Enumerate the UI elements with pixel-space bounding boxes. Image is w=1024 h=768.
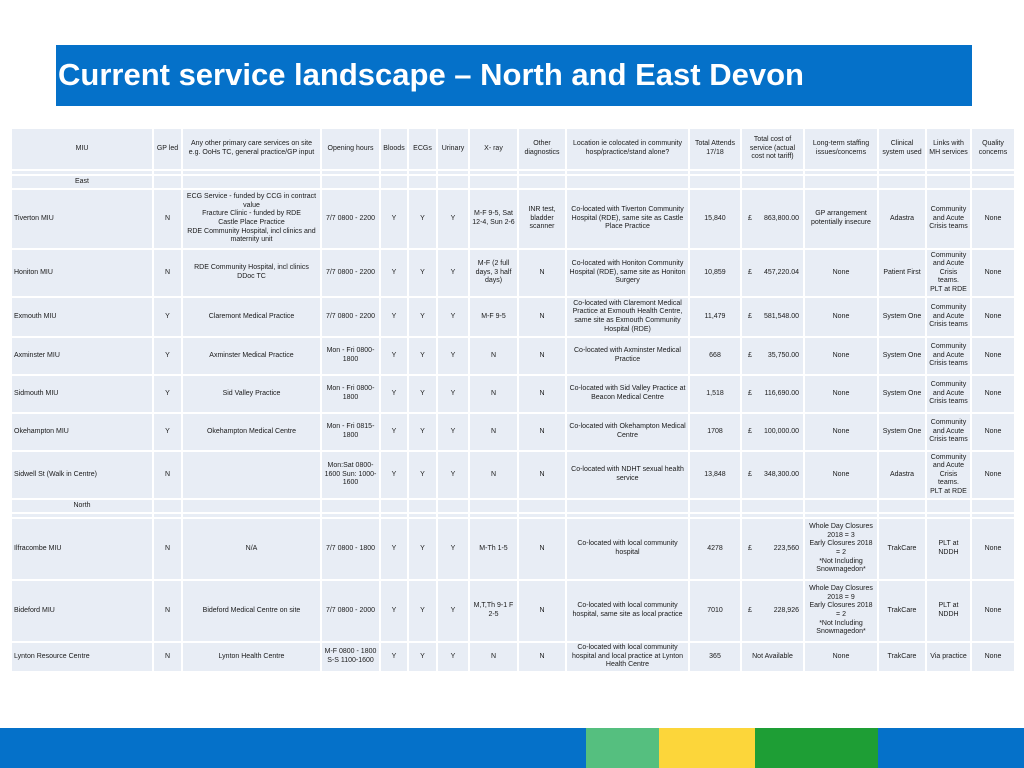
spacer-cell <box>154 171 181 174</box>
quality-concerns: None <box>972 298 1014 336</box>
spacer-cell <box>805 171 877 174</box>
section-cell <box>438 176 468 188</box>
urinary: Y <box>438 452 468 498</box>
cost-amount: 35,750.00 <box>767 351 799 359</box>
staffing-concerns: None <box>805 298 877 336</box>
spacer-cell <box>972 514 1014 517</box>
total-attends: 7010 <box>690 581 740 641</box>
opening-hours: 7/7 0800 - 2200 <box>322 298 379 336</box>
miu-name: Okehampton MIU <box>12 414 152 450</box>
gp-led: Y <box>154 376 181 412</box>
total-attends: 15,840 <box>690 190 740 248</box>
opening-hours: Mon - Fri 0800-1800 <box>322 338 379 374</box>
section-cell <box>154 500 181 512</box>
section-cell <box>690 176 740 188</box>
other-services: Sid Valley Practice <box>183 376 320 412</box>
location: Co-located with Sid Valley Practice at Beacon Medical Centre <box>567 376 688 412</box>
opening-hours: Mon:Sat 0800-1600 Sun: 1000-1600 <box>322 452 379 498</box>
clinical-system: System One <box>879 298 925 336</box>
currency-symbol: £ <box>748 427 752 435</box>
miu-name: Sidwell St (Walk in Centre) <box>12 452 152 498</box>
table-row <box>12 414 1014 450</box>
gp-led: N <box>154 452 181 498</box>
page-title: Current service landscape – North and East Devon <box>58 57 804 92</box>
section-cell <box>154 176 181 188</box>
bloods: Y <box>381 298 407 336</box>
section-cell <box>972 176 1014 188</box>
currency-symbol: £ <box>748 214 752 222</box>
other-services: ECG Service - funded by CCG in contract value Fracture Clinic - funded by RDE Castle Place Practice RDE Community Hospital, incl clinics and maternity unit <box>183 190 320 248</box>
other-diagnostics: N <box>519 581 565 641</box>
other-diagnostics: N <box>519 452 565 498</box>
table-row <box>12 452 1014 498</box>
total-attends: 668 <box>690 338 740 374</box>
other-diagnostics: N <box>519 414 565 450</box>
spacer-cell <box>470 514 517 517</box>
table-row <box>12 190 1014 248</box>
opening-hours: 7/7 0800 - 2200 <box>322 250 379 296</box>
bloods: Y <box>381 519 407 579</box>
other-diagnostics: N <box>519 338 565 374</box>
x-ray: N <box>470 452 517 498</box>
header-cell: X- ray <box>470 129 517 169</box>
staffing-concerns: None <box>805 414 877 450</box>
location: Co-located with local community hospital, same site as local practice <box>567 581 688 641</box>
section-row <box>12 500 1014 512</box>
spacer-cell <box>322 514 379 517</box>
miu-name: Honiton MIU <box>12 250 152 296</box>
spacer-cell <box>409 514 436 517</box>
staffing-concerns: None <box>805 250 877 296</box>
service-table <box>10 127 1016 673</box>
cost-amount: 223,560 <box>773 544 799 552</box>
section-cell <box>409 176 436 188</box>
spacer-cell <box>567 514 688 517</box>
header-cell: ECGs <box>409 129 436 169</box>
quality-concerns: None <box>972 581 1014 641</box>
staffing-concerns: None <box>805 643 877 671</box>
section-label: East <box>12 176 152 188</box>
section-cell <box>690 500 740 512</box>
staffing-concerns: Whole Day Closures 2018 = 9 Early Closures 2018 = 2 *Not Including Snowmagedon* <box>805 581 877 641</box>
header-cell: Clinical system used <box>879 129 925 169</box>
spacer-row <box>12 171 1014 174</box>
ecgs: Y <box>409 376 436 412</box>
header-cell: Quality concerns <box>972 129 1014 169</box>
quality-concerns: None <box>972 376 1014 412</box>
ecgs: Y <box>409 190 436 248</box>
ecgs: Y <box>409 414 436 450</box>
quality-concerns: None <box>972 643 1014 671</box>
footer-stripe-green <box>586 728 659 768</box>
clinical-system: Patient First <box>879 250 925 296</box>
spacer-cell <box>438 171 468 174</box>
section-cell <box>927 176 970 188</box>
cost-amount: 228,926 <box>773 606 799 614</box>
mh-links: Via practice <box>927 643 970 671</box>
location: Co-located with Claremont Medical Practice at Exmouth Health Centre, same site as Exmouth Community Hospital (RDE) <box>567 298 688 336</box>
ecgs: Y <box>409 452 436 498</box>
clinical-system: System One <box>879 414 925 450</box>
bloods: Y <box>381 250 407 296</box>
staffing-concerns: None <box>805 376 877 412</box>
table-row <box>12 519 1014 579</box>
header-cell: MIU <box>12 129 152 169</box>
currency-symbol: £ <box>748 268 752 276</box>
other-diagnostics: N <box>519 519 565 579</box>
gp-led: N <box>154 581 181 641</box>
section-label: North <box>12 500 152 512</box>
urinary: Y <box>438 338 468 374</box>
currency-symbol: £ <box>748 351 752 359</box>
bloods: Y <box>381 414 407 450</box>
mh-links: PLT at NDDH <box>927 519 970 579</box>
ecgs: Y <box>409 581 436 641</box>
opening-hours: 7/7 0800 - 1800 <box>322 519 379 579</box>
section-cell <box>927 500 970 512</box>
location: Co-located with Tiverton Community Hospital (RDE), same site as Castle Place Practice <box>567 190 688 248</box>
x-ray: M-F 9-5, Sat 12-4, Sun 2-6 <box>470 190 517 248</box>
miu-name: Exmouth MIU <box>12 298 152 336</box>
mh-links: Community and Acute Crisis teams. PLT at RDE <box>927 452 970 498</box>
other-diagnostics: N <box>519 250 565 296</box>
bloods: Y <box>381 581 407 641</box>
gp-led: N <box>154 643 181 671</box>
staffing-concerns: GP arrangement potentially insecure <box>805 190 877 248</box>
header-cell: Urinary <box>438 129 468 169</box>
spacer-cell <box>805 514 877 517</box>
section-cell <box>183 500 320 512</box>
miu-name: Tiverton MIU <box>12 190 152 248</box>
clinical-system: System One <box>879 338 925 374</box>
total-cost <box>742 376 803 412</box>
header-cell: Total cost of service (actual cost not tariff) <box>742 129 803 169</box>
ecgs: Y <box>409 338 436 374</box>
section-cell <box>381 500 407 512</box>
urinary: Y <box>438 298 468 336</box>
urinary: Y <box>438 581 468 641</box>
other-services: N/A <box>183 519 320 579</box>
urinary: Y <box>438 414 468 450</box>
miu-name: Axminster MIU <box>12 338 152 374</box>
quality-concerns: None <box>972 190 1014 248</box>
total-attends: 13,848 <box>690 452 740 498</box>
gp-led: Y <box>154 298 181 336</box>
other-services: Bideford Medical Centre on site <box>183 581 320 641</box>
x-ray: N <box>470 643 517 671</box>
total-cost <box>742 581 803 641</box>
cost-amount: 457,220.04 <box>763 268 799 276</box>
x-ray: N <box>470 338 517 374</box>
spacer-cell <box>381 171 407 174</box>
spacer-cell <box>322 171 379 174</box>
section-cell <box>322 500 379 512</box>
bloods: Y <box>381 376 407 412</box>
currency-symbol: £ <box>748 312 752 320</box>
quality-concerns: None <box>972 250 1014 296</box>
gp-led: N <box>154 519 181 579</box>
header-cell: GP led <box>154 129 181 169</box>
section-cell <box>183 176 320 188</box>
other-services: Claremont Medical Practice <box>183 298 320 336</box>
clinical-system: Adastra <box>879 190 925 248</box>
section-cell <box>567 500 688 512</box>
quality-concerns: None <box>972 519 1014 579</box>
other-services: RDE Community Hospital, incl clinics DDoc TC <box>183 250 320 296</box>
section-cell <box>805 176 877 188</box>
table-row <box>12 338 1014 374</box>
spacer-cell <box>409 171 436 174</box>
ecgs: Y <box>409 643 436 671</box>
total-cost <box>742 519 803 579</box>
location: Co-located with Axminster Medical Practice <box>567 338 688 374</box>
x-ray: M-F 9-5 <box>470 298 517 336</box>
total-cost <box>742 250 803 296</box>
total-cost <box>742 414 803 450</box>
urinary: Y <box>438 643 468 671</box>
bloods: Y <box>381 452 407 498</box>
header-row <box>12 129 1014 169</box>
mh-links: Community and Acute Crisis teams <box>927 338 970 374</box>
currency-symbol: £ <box>748 470 752 478</box>
header-cell: Links with MH services <box>927 129 970 169</box>
total-cost <box>742 643 803 671</box>
spacer-cell <box>690 514 740 517</box>
total-cost <box>742 338 803 374</box>
miu-name: Lynton Resource Centre <box>12 643 152 671</box>
section-cell <box>470 500 517 512</box>
spacer-row <box>12 514 1014 517</box>
currency-symbol: £ <box>748 544 752 552</box>
staffing-concerns: None <box>805 338 877 374</box>
location: Co-located with NDHT sexual health service <box>567 452 688 498</box>
section-cell <box>519 176 565 188</box>
spacer-cell <box>567 171 688 174</box>
section-cell <box>470 176 517 188</box>
clinical-system: System One <box>879 376 925 412</box>
total-cost <box>742 298 803 336</box>
ecgs: Y <box>409 519 436 579</box>
section-cell <box>742 176 803 188</box>
total-attends: 1,518 <box>690 376 740 412</box>
spacer-cell <box>438 514 468 517</box>
header-cell: Bloods <box>381 129 407 169</box>
clinical-system: TrakCare <box>879 643 925 671</box>
gp-led: Y <box>154 414 181 450</box>
staffing-concerns: None <box>805 452 877 498</box>
currency-symbol: £ <box>748 606 752 614</box>
staffing-concerns: Whole Day Closures 2018 = 3 Early Closures 2018 = 2 *Not Including Snowmagedon* <box>805 519 877 579</box>
bloods: Y <box>381 338 407 374</box>
quality-concerns: None <box>972 452 1014 498</box>
section-cell <box>409 500 436 512</box>
spacer-cell <box>927 171 970 174</box>
opening-hours: 7/7 0800 - 2000 <box>322 581 379 641</box>
mh-links: Community and Acute Crisis teams <box>927 376 970 412</box>
section-cell <box>879 500 925 512</box>
bloods: Y <box>381 643 407 671</box>
header-cell: Any other primary care services on site e.g. OoHs TC, general practice/GP input <box>183 129 320 169</box>
section-cell <box>322 176 379 188</box>
other-services: Lynton Health Centre <box>183 643 320 671</box>
header-cell: Total Attends 17/18 <box>690 129 740 169</box>
gp-led: Y <box>154 338 181 374</box>
opening-hours: Mon - Fri 0815-1800 <box>322 414 379 450</box>
location: Co-located with Okehampton Medical Centre <box>567 414 688 450</box>
section-cell <box>438 500 468 512</box>
section-cell <box>972 500 1014 512</box>
spacer-cell <box>972 171 1014 174</box>
mh-links: PLT at NDDH <box>927 581 970 641</box>
miu-name: Sidmouth MIU <box>12 376 152 412</box>
section-cell <box>519 500 565 512</box>
spacer-cell <box>12 514 152 517</box>
urinary: Y <box>438 376 468 412</box>
miu-name: Bideford MIU <box>12 581 152 641</box>
spacer-cell <box>154 514 181 517</box>
bloods: Y <box>381 190 407 248</box>
table-row <box>12 250 1014 296</box>
location: Co-located with local community hospital and local practice at Lynton Health Centre <box>567 643 688 671</box>
clinical-system: TrakCare <box>879 519 925 579</box>
quality-concerns: None <box>972 414 1014 450</box>
miu-name: Ilfracombe MIU <box>12 519 152 579</box>
ecgs: Y <box>409 298 436 336</box>
currency-symbol: £ <box>748 389 752 397</box>
total-attends: 11,479 <box>690 298 740 336</box>
footer-stripe-yellow <box>659 728 755 768</box>
other-diagnostics: INR test, bladder scanner <box>519 190 565 248</box>
opening-hours: Mon - Fri 0800-1800 <box>322 376 379 412</box>
clinical-system: Adastra <box>879 452 925 498</box>
gp-led: N <box>154 250 181 296</box>
other-services <box>183 452 320 498</box>
header-cell: Other diagnostics <box>519 129 565 169</box>
other-services: Axminster Medical Practice <box>183 338 320 374</box>
spacer-cell <box>742 514 803 517</box>
other-diagnostics: N <box>519 643 565 671</box>
cost-amount: 581,548.00 <box>763 312 799 320</box>
urinary: Y <box>438 190 468 248</box>
table-row <box>12 643 1014 671</box>
spacer-cell <box>183 171 320 174</box>
spacer-cell <box>879 514 925 517</box>
table-row <box>12 581 1014 641</box>
table-row <box>12 376 1014 412</box>
mh-links: Community and Acute Crisis teams <box>927 190 970 248</box>
spacer-cell <box>742 171 803 174</box>
total-attends: 365 <box>690 643 740 671</box>
mh-links: Community and Acute Crisis teams <box>927 414 970 450</box>
table-row <box>12 298 1014 336</box>
total-attends: 4278 <box>690 519 740 579</box>
header-cell: Long-term staffing issues/concerns <box>805 129 877 169</box>
total-cost <box>742 190 803 248</box>
header-cell: Location ie colocated in community hosp/practice/stand alone? <box>567 129 688 169</box>
opening-hours: 7/7 0800 - 2200 <box>322 190 379 248</box>
title-bar <box>56 45 972 106</box>
spacer-cell <box>12 171 152 174</box>
x-ray: M,T,Th 9-1 F 2-5 <box>470 581 517 641</box>
section-row <box>12 176 1014 188</box>
mh-links: Community and Acute Crisis teams. PLT at RDE <box>927 250 970 296</box>
spacer-cell <box>183 514 320 517</box>
cost-amount: Not Available <box>752 652 793 660</box>
cost-amount: 116,690.00 <box>764 389 799 397</box>
other-diagnostics: N <box>519 298 565 336</box>
section-cell <box>567 176 688 188</box>
total-attends: 1708 <box>690 414 740 450</box>
cost-amount: 348,300.00 <box>763 470 799 478</box>
spacer-cell <box>519 171 565 174</box>
mh-links: Community and Acute Crisis teams <box>927 298 970 336</box>
opening-hours: M-F 0800 - 1800 S-S 1100-1600 <box>322 643 379 671</box>
location: Co-located with local community hospital <box>567 519 688 579</box>
section-cell <box>742 500 803 512</box>
urinary: Y <box>438 519 468 579</box>
spacer-cell <box>470 171 517 174</box>
quality-concerns: None <box>972 338 1014 374</box>
table-body <box>12 171 1014 671</box>
x-ray: M-Th 1-5 <box>470 519 517 579</box>
spacer-cell <box>519 514 565 517</box>
spacer-cell <box>927 514 970 517</box>
other-services: Okehampton Medical Centre <box>183 414 320 450</box>
section-cell <box>879 176 925 188</box>
clinical-system: TrakCare <box>879 581 925 641</box>
spacer-cell <box>879 171 925 174</box>
footer-bar <box>0 728 1024 768</box>
x-ray: N <box>470 414 517 450</box>
urinary: Y <box>438 250 468 296</box>
other-diagnostics: N <box>519 376 565 412</box>
total-cost <box>742 452 803 498</box>
x-ray: N <box>470 376 517 412</box>
section-cell <box>805 500 877 512</box>
cost-amount: 863,800.00 <box>763 214 799 222</box>
gp-led: N <box>154 190 181 248</box>
spacer-cell <box>690 171 740 174</box>
footer-stripe-dark-green <box>755 728 878 768</box>
section-cell <box>381 176 407 188</box>
spacer-cell <box>381 514 407 517</box>
ecgs: Y <box>409 250 436 296</box>
cost-amount: 100,000.00 <box>763 427 799 435</box>
x-ray: M-F (2 full days, 3 half days) <box>470 250 517 296</box>
location: Co-located with Honiton Community Hospital (RDE), same site as Honiton Surgery <box>567 250 688 296</box>
header-cell: Opening hours <box>322 129 379 169</box>
total-attends: 10,859 <box>690 250 740 296</box>
